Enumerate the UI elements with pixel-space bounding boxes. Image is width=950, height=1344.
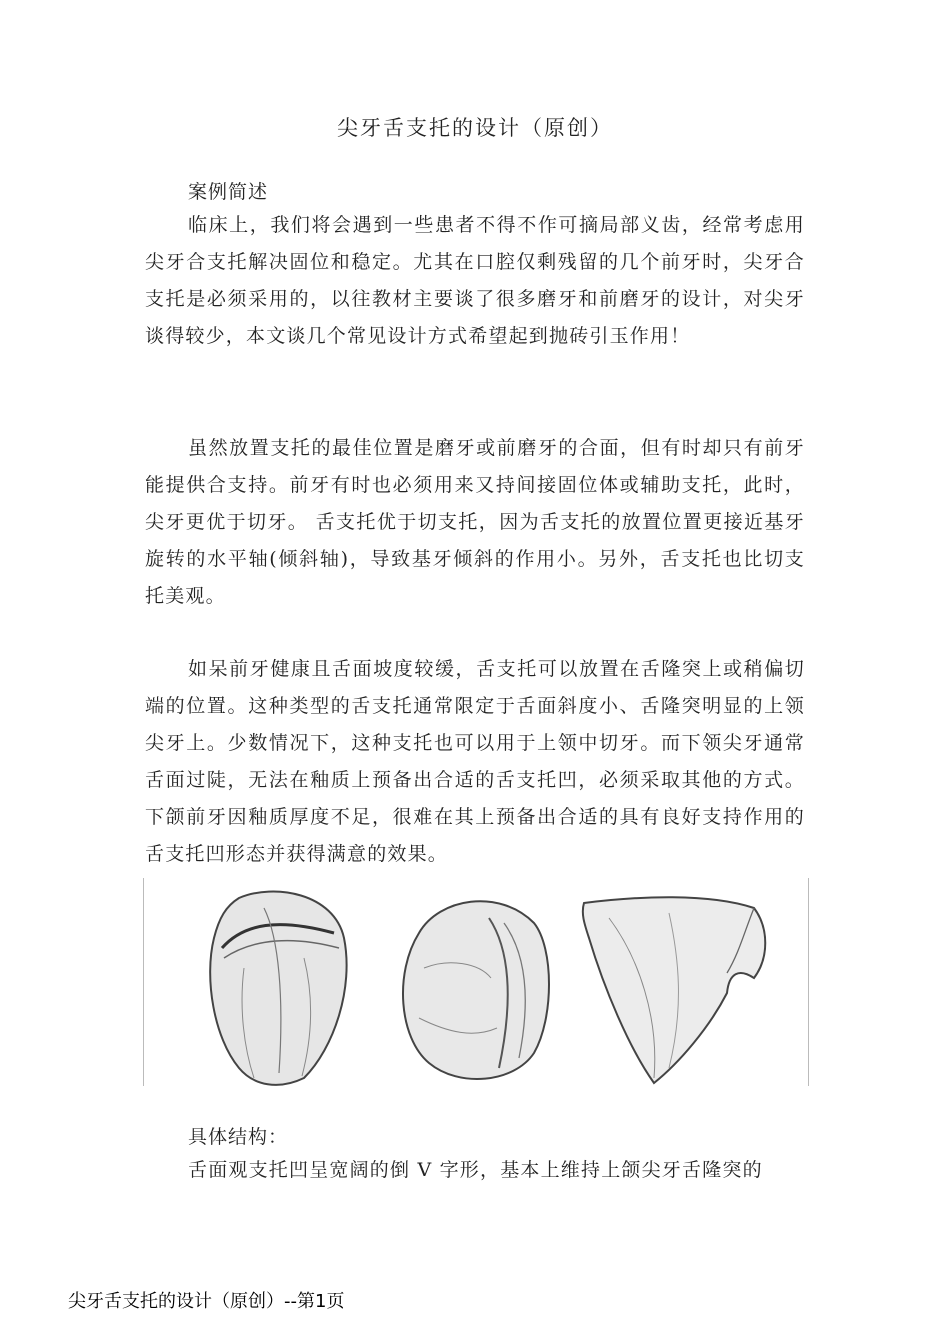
paragraph-2: 虽然放置支托的最佳位置是磨牙或前磨牙的合面，但有时却只有前牙能提供合支持。前牙有时也必须用来又持间接固位体或辅助支托，此时，尖牙更优于切牙。 舌支托优于切支托，因为舌支托的放置位置更接近基牙旋转的水平轴(倾斜轴)，导致基牙倾斜的作用小。另外，舌支托也比切支托美观。 bbox=[145, 437, 805, 607]
tooth-drawing-2 bbox=[379, 878, 559, 1086]
tooth-drawing-1 bbox=[184, 878, 364, 1086]
section-heading-case: 案例简述 bbox=[188, 181, 269, 203]
document-title: 尖牙舌支托的设计（原创） bbox=[337, 116, 613, 140]
paragraph-1: 临床上，我们将会遇到一些患者不得不作可摘局部义齿，经常考虑用尖牙合支托解决固位和稳定。尤其在口腔仅剩残留的几个前牙时，尖牙合支托是必须采用的，以往教材主要谈了很多磨牙和前磨牙的设计，对尖牙谈得较少，本文谈几个常见设计方式希望起到抛砖引玉作用！ bbox=[145, 214, 805, 347]
paragraph-4: 舌面观支托凹呈宽阔的倒 V 字形，基本上维持上颌尖牙舌隆突的 bbox=[188, 1159, 763, 1181]
page-footer: 尖牙舌支托的设计（原创）--第1页 bbox=[68, 1291, 345, 1312]
section-heading-structure: 具体结构： bbox=[188, 1126, 289, 1148]
paragraph-3: 如呆前牙健康且舌面坡度较缓，舌支托可以放置在舌隆突上或稍偏切端的位置。这种类型的舌支托通常限定于舌面斜度小、舌隆突明显的上领尖牙上。少数情况下，这种支托也可以用于上领中切牙。而下领尖牙通常舌面过陡，无法在釉质上预备出合适的舌支托凹，必须采取其他的方式。下颌前牙因釉质厚度不足，很难在其上预备出合适的具有良好支持作用的舌支托凹形态并获得满意的效果。 bbox=[145, 658, 805, 865]
tooth-drawing-3 bbox=[569, 878, 779, 1086]
tooth-illustration bbox=[143, 878, 809, 1086]
